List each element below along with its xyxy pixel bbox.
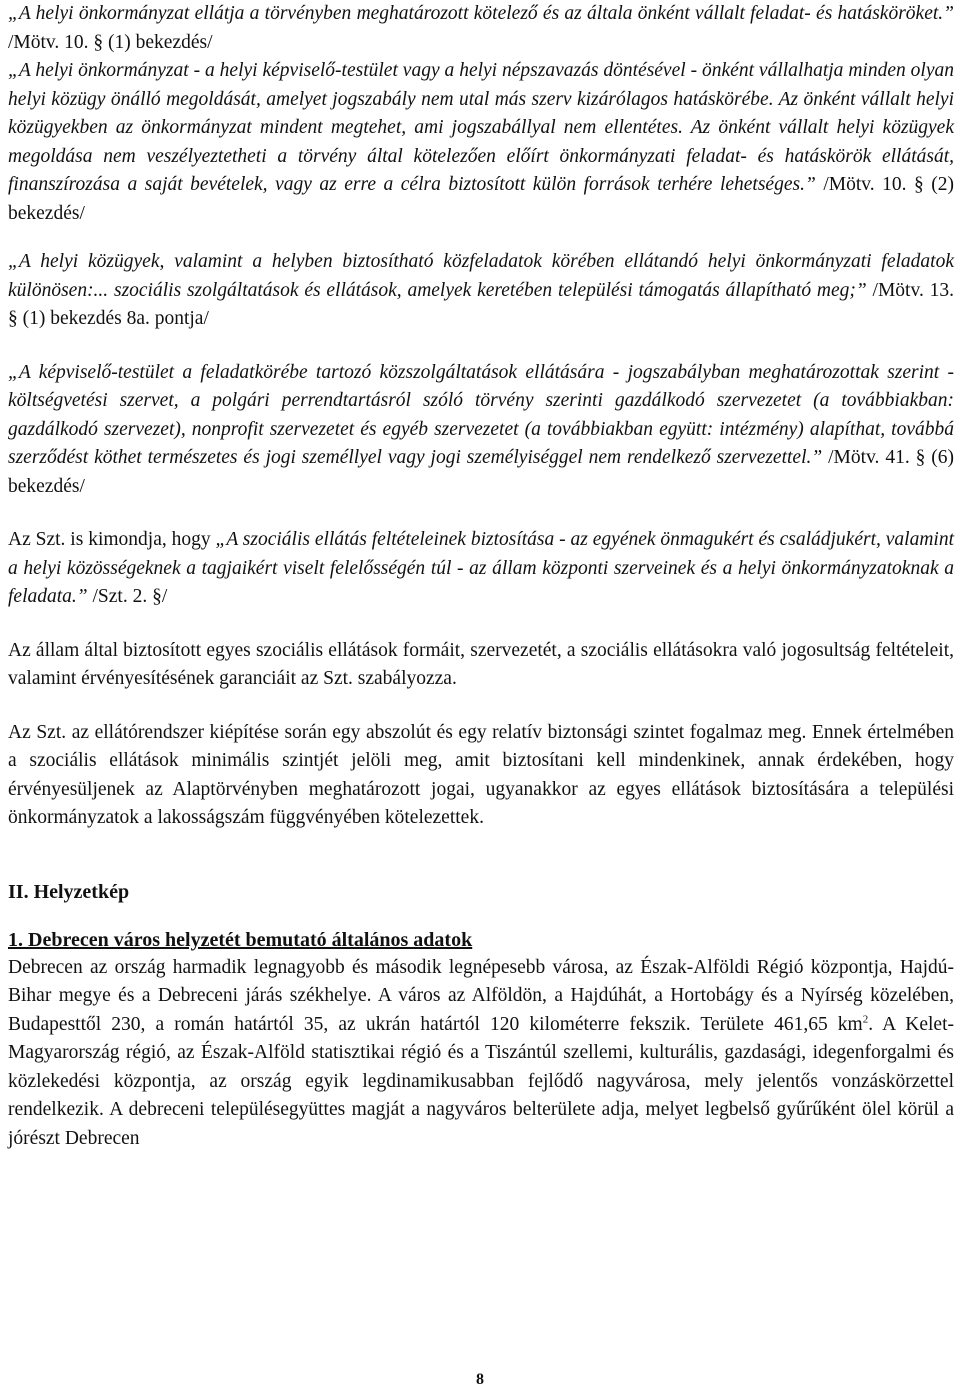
citation: /Mötv. 10. § (1) bekezdés/ — [8, 31, 213, 53]
document-page — [8, 0, 954, 1154]
citation: /Mötv. 13. § (1) bekezdés 8a. pontja/ — [8, 279, 954, 329]
paragraph-text: . A Kelet-Magyarország régió, az Észak-Alföld statisztikai régió és a Tiszántúl szellemi, kulturális, gazdasági, idegenforgalmi és közlekedési központja, az ország egyik legdinamikusabban fejlődő nagyvárosa, mely jelentős vonzáskörzettel rendelkezik. A debreceni településegyüttes magját a nagyváros belterülete adja, melyet legbelső gyűrűként ölel körül a jórészt Debrecen — [8, 1013, 955, 1150]
quote-text: „A képviselő-testület a feladatkörébe tartozó közszolgáltatások ellátására - jogszabályban meghatározottak szerint - költségvetési szervet, a polgári perrendtartásról szóló törvény szerinti gazdálkodó szervezetet (a továbbiakban: gazdálkodó szervezet), nonprofit szervezetet és egyéb szervezetet (a továbbiakban együtt: intézmény) alapíthat, továbbá szerződést köthet természetes és jogi személlyel vagy jogi személyiséggel nem rendelkező szervezettel.” — [8, 361, 954, 468]
intro-text: Az Szt. is kimondja, hogy — [8, 529, 216, 550]
subsection-heading: 1. Debrecen város helyzetét bemutató általános adatok — [8, 928, 473, 951]
citation: /Mötv. 41. § (6) bekezdés/ — [8, 447, 954, 497]
superscript: 2 — [862, 1013, 869, 1026]
quote-text: „A helyi önkormányzat - a helyi képviselő-testület vagy a helyi népszavazás döntésével - önként vállalhatja minden olyan helyi közügy önálló megoldását, amelyet jogszabály nem utal más szerv kizárólagos hatáskörébe. Az önként vállalt helyi közügyekben az önkormányzat mindent megtehet, ami jogszabállyal nem ellentétes. Az önként vállalt helyi közügyek megoldása nem veszélyeztetheti a törvény által kötelezően előírt önkormányzati feladat- és hatáskörök ellátását, finanszírozása a saját bevételek, vagy az erre a célra biztosított külön források terhére lehetséges.” — [8, 60, 954, 195]
citation: /Mötv. 10. § (2) bekezdés/ — [8, 174, 954, 224]
quote-text: „A szociális ellátás feltételeinek biztosítása - az egyének önmagukért és családjukért, valamint a helyi közösségeknek a tagjaikért viselt felelősségén túl - az állam központi szerveinek és a helyi önkormányzatoknak a feladata.” — [8, 529, 954, 607]
legal-quote-paragraph-1 — [8, 0, 954, 228]
section-heading: II. Helyzetkép — [8, 880, 130, 903]
legal-quote-paragraph-3 — [8, 359, 954, 502]
szt-quote-paragraph — [8, 526, 954, 612]
legal-quote-paragraph-2 — [8, 248, 954, 334]
paragraph-text: Debrecen az ország harmadik legnagyobb és második legnépesebb városa, az Észak-Alföldi Régió központja, Hajdú-Bihar megye és a Debreceni járás székhelye. A város az Alföldön, a Hajdúhát, a Hortobágy és a Nyírség közelében, Budapesttől 230, a román határtól 35, az ukrán határtól 120 kilométerre fekszik. Területe 461,65 km — [8, 956, 954, 1035]
quote-text: „A helyi közügyek, valamint a helyben biztosítható közfeladatok körében ellátandó helyi önkormányzati feladatok különösen:... szociális szolgáltatások és ellátások, amelyek keretében települési támogatás állapítható meg;” — [8, 251, 954, 301]
citation: /Szt. 2. §/ — [87, 586, 168, 607]
body-paragraph: Az Szt. az ellátórendszer kiépítése során egy abszolút és egy relatív biztonsági szintet fogalmaz meg. Ennek értelmében a szociális ellátások minimális szintjét jelöli meg, amit biztosítani kell mindenkinek, annak érdekében, hogy érvényesüljenek az Alaptörvényben meghatározott jogai, ugyanakkor az egyes ellátások biztosítására a települési önkormányzatok a lakosságszám függvényében kötelezettek. — [8, 721, 954, 828]
body-paragraph: Az állam által biztosított egyes szociális ellátások formáit, szervezetét, a szociális ellátásokra való jogosultság feltételeit, valamint érvényesítésének garanciáit az Szt. szabályozza. — [8, 639, 954, 689]
quote-text: „A helyi önkormányzat ellátja a törvényben meghatározott kötelező és az általa önként vállalt feladat- és hatásköröket.” — [8, 3, 954, 24]
page-number: 8 — [476, 1371, 484, 1388]
debrecen-description-paragraph — [8, 954, 954, 1154]
